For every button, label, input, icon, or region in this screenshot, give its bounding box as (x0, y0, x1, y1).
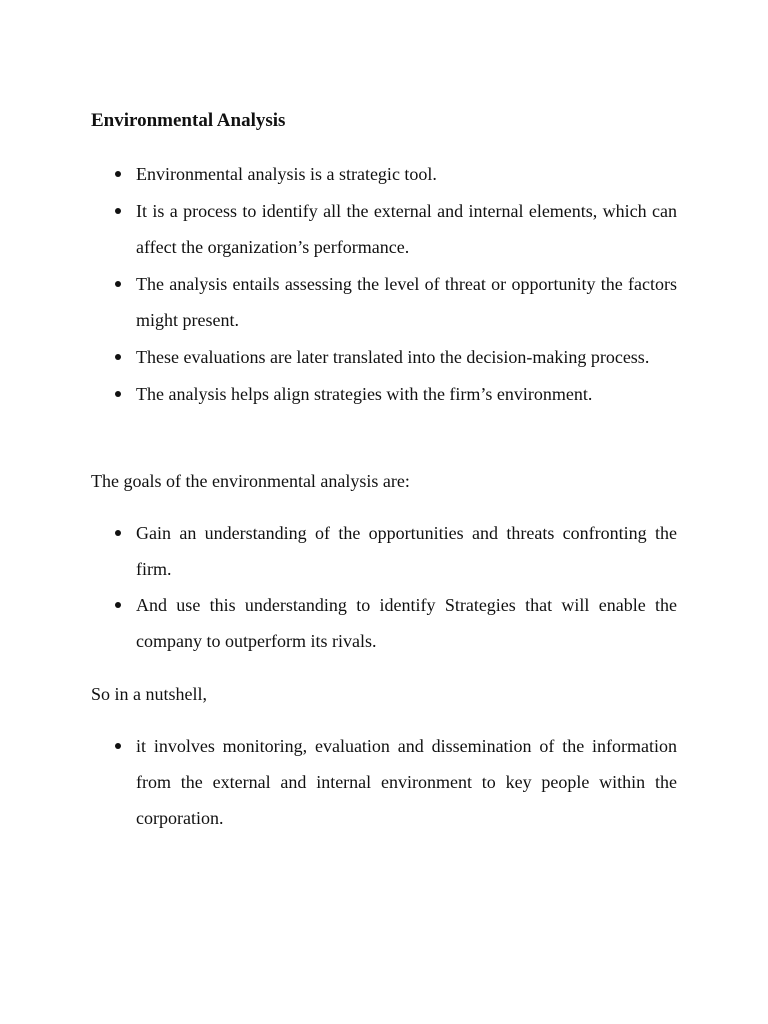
bullet-icon (115, 208, 121, 214)
bullet-list-overview (0, 156, 677, 413)
nutshell-paragraph: So in a nutshell, (91, 684, 207, 704)
list-item-text: These evaluations are later translated into the decision-making process. (136, 347, 650, 367)
list-item (0, 156, 677, 192)
list-item-text: And use this understanding to identify Strategies that will enable the company to outperform its rivals. (136, 595, 677, 651)
bullet-icon (115, 530, 121, 536)
list-item (0, 728, 677, 836)
bullet-icon (115, 281, 121, 287)
list-item-text: it involves monitoring, evaluation and dissemination of the information from the external and internal environment to key people within the corporation. (136, 736, 677, 828)
list-item (0, 376, 677, 412)
list-item-text: Environmental analysis is a strategic tool. (136, 164, 437, 184)
bullet-icon (115, 602, 121, 608)
document-title: Environmental Analysis (91, 110, 286, 131)
bullet-icon (115, 354, 121, 360)
bullet-icon (115, 391, 121, 397)
list-item-text: The analysis entails assessing the level of threat or opportunity the factors might present. (136, 274, 677, 330)
bullet-icon (115, 743, 121, 749)
list-item (0, 515, 677, 587)
bullet-list-summary (0, 728, 677, 836)
bullet-icon (115, 171, 121, 177)
goals-intro-paragraph: The goals of the environmental analysis are: (91, 471, 410, 491)
list-item-text: Gain an understanding of the opportunities and threats confronting the firm. (136, 523, 677, 579)
bullet-list-goals (0, 515, 677, 659)
list-item-text: It is a process to identify all the external and internal elements, which can affect the organization’s performance. (136, 201, 677, 257)
list-item (0, 266, 677, 338)
list-item (0, 193, 677, 265)
list-item (0, 339, 677, 375)
list-item (0, 587, 677, 659)
list-item-text: The analysis helps align strategies with the firm’s environment. (136, 384, 593, 404)
